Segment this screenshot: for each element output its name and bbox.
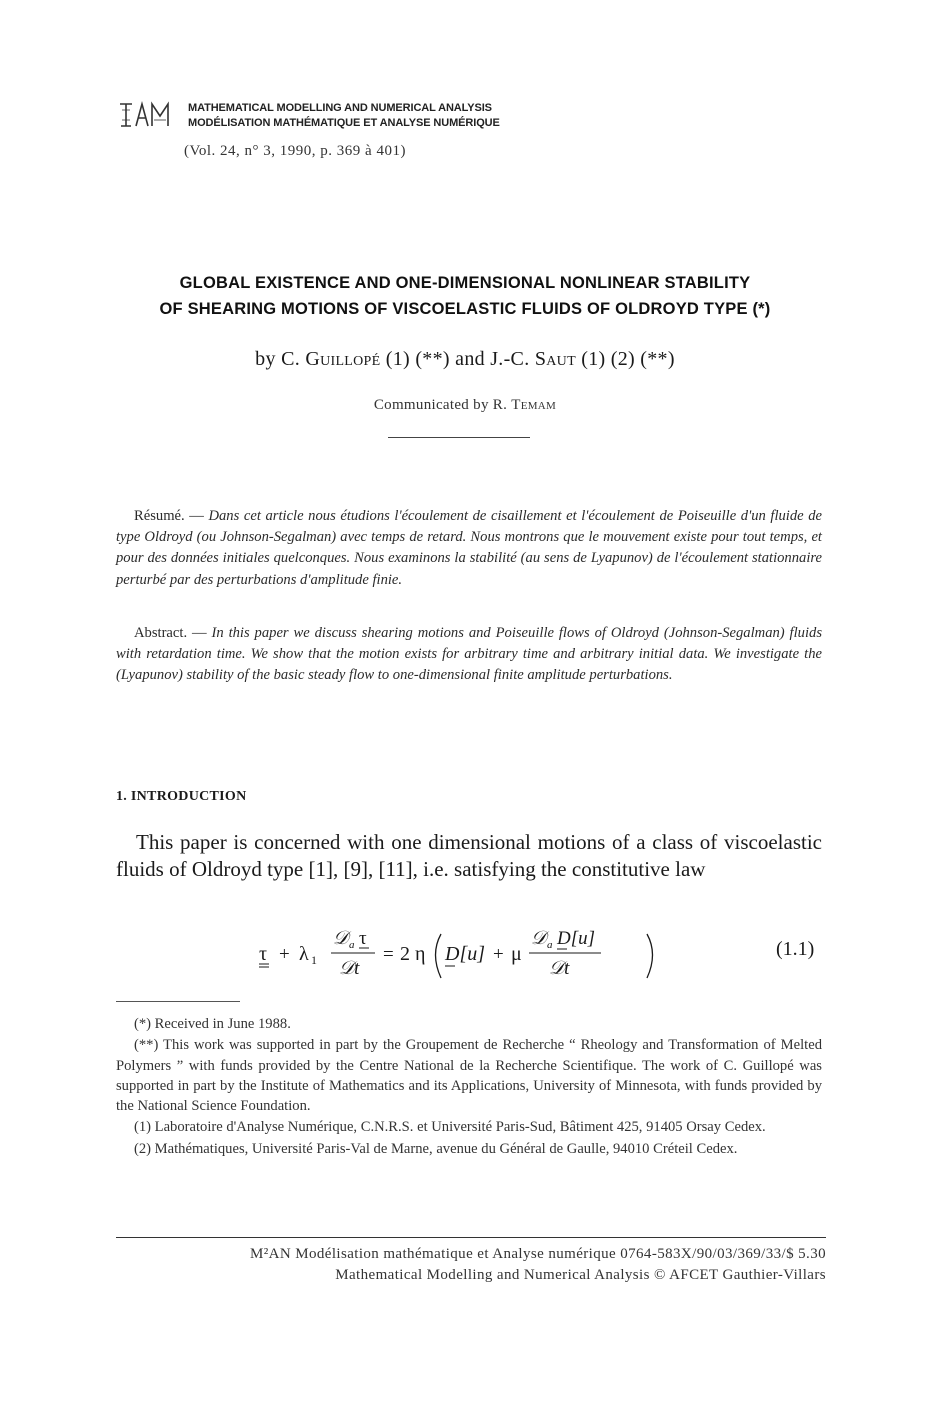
footnote-divider <box>116 1001 240 1002</box>
footnote-affiliation-2: (2) Mathématiques, Université Paris-Val de Marne, avenue du Général de Gaulle, 94010 Créteil Cedex. <box>134 1140 738 1157</box>
eq-lambda-sub: 1 <box>311 953 317 967</box>
section-heading: 1. INTRODUCTION <box>116 789 247 804</box>
authors-by: by C. <box>255 348 301 370</box>
footnotes <box>116 1014 822 1160</box>
intro-paragraph: This paper is concerned with one dimensional motions of a class of viscoelastic fluids of Oldroyd type [1], [9], [11], i.e. satisfying the constitutive law <box>116 830 822 881</box>
abstract-text: In this paper we discuss shearing motions and Poiseuille flows of Oldroyd (Johnson-Segalman) fluids with retardation time. We show that the motion exists for arbitrary time and arbitrary initial data. We investigate the (Lyapunov) stability of the basic steady flow to one-dimensional finite amplitude perturbations. <box>116 625 822 684</box>
journal-logo <box>118 100 178 130</box>
journal-name-fr: MODÉLISATION MATHÉMATIQUE ET ANALYSE NUMÉRIQUE <box>188 117 500 129</box>
paper-title-line-2: OF SHEARING MOTIONS OF VISCOELASTIC FLUIDS OF OLDROYD TYPE (*) <box>159 300 771 318</box>
author-1-refs: (1) (**) and J.-C. <box>380 348 530 370</box>
resume-lead: Résumé. — <box>134 508 209 524</box>
footnote-received: (*) Received in June 1988. <box>134 1016 291 1032</box>
title-divider <box>388 437 530 438</box>
eq-plus-2: + <box>493 944 504 965</box>
eq-frac1-den: 𝒟t <box>339 958 360 979</box>
author-2: Saut <box>534 348 576 370</box>
footnote-funding: (**) This work was supported in part by the Groupement de Recherche “ Rheology and Transformation of Melted Polymers ” with funds provided by the Centre National de la Recherche Scientifique. The work of C. Guillopé was supported in part by the Institute of Mathematics and its Applications, University of Minnesota, with funds provided by the National Science Foundation. <box>116 1037 822 1115</box>
eq-two-eta: 2 η <box>400 943 426 965</box>
authors <box>0 348 930 371</box>
abstract-lead: Abstract. — <box>134 625 212 641</box>
equation-number: (1.1) <box>776 938 815 960</box>
resume-text: Dans cet article nous étudions l'écoulement de cisaillement et l'écoulement de Poiseuille d'un fluide de type Oldroyd (ou Johnson-Segalman) avec temps de retard. Nous montrons que le mouvement existe pour tout temps, et pour des données initiales quelconques. Nous examinons la stabilité (au sens de Lyapunov) de l'écoulement stationnaire perturbé par des perturbations d'amplitude finie. <box>116 508 823 588</box>
eq-plus-1: + <box>279 944 290 965</box>
author-2-refs: (1) (2) (**) <box>575 348 675 370</box>
footnote-affiliation-1: (1) Laboratoire d'Analyse Numérique, C.N.R.S. et Université Paris-Sud, Bâtiment 425, 91405 Orsay Cedex. <box>134 1119 766 1136</box>
abstract-paragraph <box>116 623 822 687</box>
communicated-prefix: Communicated by R. <box>373 397 508 413</box>
eq-frac1-num: 𝒟 <box>333 928 349 949</box>
resume-paragraph <box>116 506 822 591</box>
paper-title-line-1: GLOBAL EXISTENCE AND ONE-DIMENSIONAL NONLINEAR STABILITY <box>179 274 751 292</box>
eq-lambda: λ <box>299 943 309 965</box>
eq-mu: μ <box>511 943 522 965</box>
eq-D-u: D[u] <box>445 943 486 965</box>
volume-info: (Vol. 24, n° 3, 1990, p. 369 à 401) <box>184 143 406 159</box>
author-1: Guillopé <box>305 348 381 370</box>
eq-frac2-den: 𝒟t <box>549 958 570 979</box>
footer-publisher: Mathematical Modelling and Numerical Analysis © AFCET Gauthier-Villars <box>335 1267 826 1283</box>
journal-name-en: MATHEMATICAL MODELLING AND NUMERICAL ANALYSIS <box>188 102 492 114</box>
eq-frac2-num: 𝒟 <box>531 928 547 949</box>
eq-frac1-num-sub: a <box>349 939 355 951</box>
communicated-by <box>0 397 930 414</box>
eq-frac2-num-sub: a <box>547 939 553 951</box>
eq-tau: τ <box>259 943 268 965</box>
communicator-name: Temam <box>511 397 557 413</box>
eq-frac1-tau: τ <box>359 928 367 949</box>
eq-frac2-num-D: D[u] <box>557 928 596 949</box>
footer-journal-info: M²AN Modélisation mathématique et Analyse numérique 0764-583X/90/03/369/33/$ 5.30 <box>250 1246 826 1262</box>
footer-divider <box>116 1237 826 1238</box>
eq-equals: = <box>383 944 394 965</box>
constitutive-equation <box>255 922 675 984</box>
